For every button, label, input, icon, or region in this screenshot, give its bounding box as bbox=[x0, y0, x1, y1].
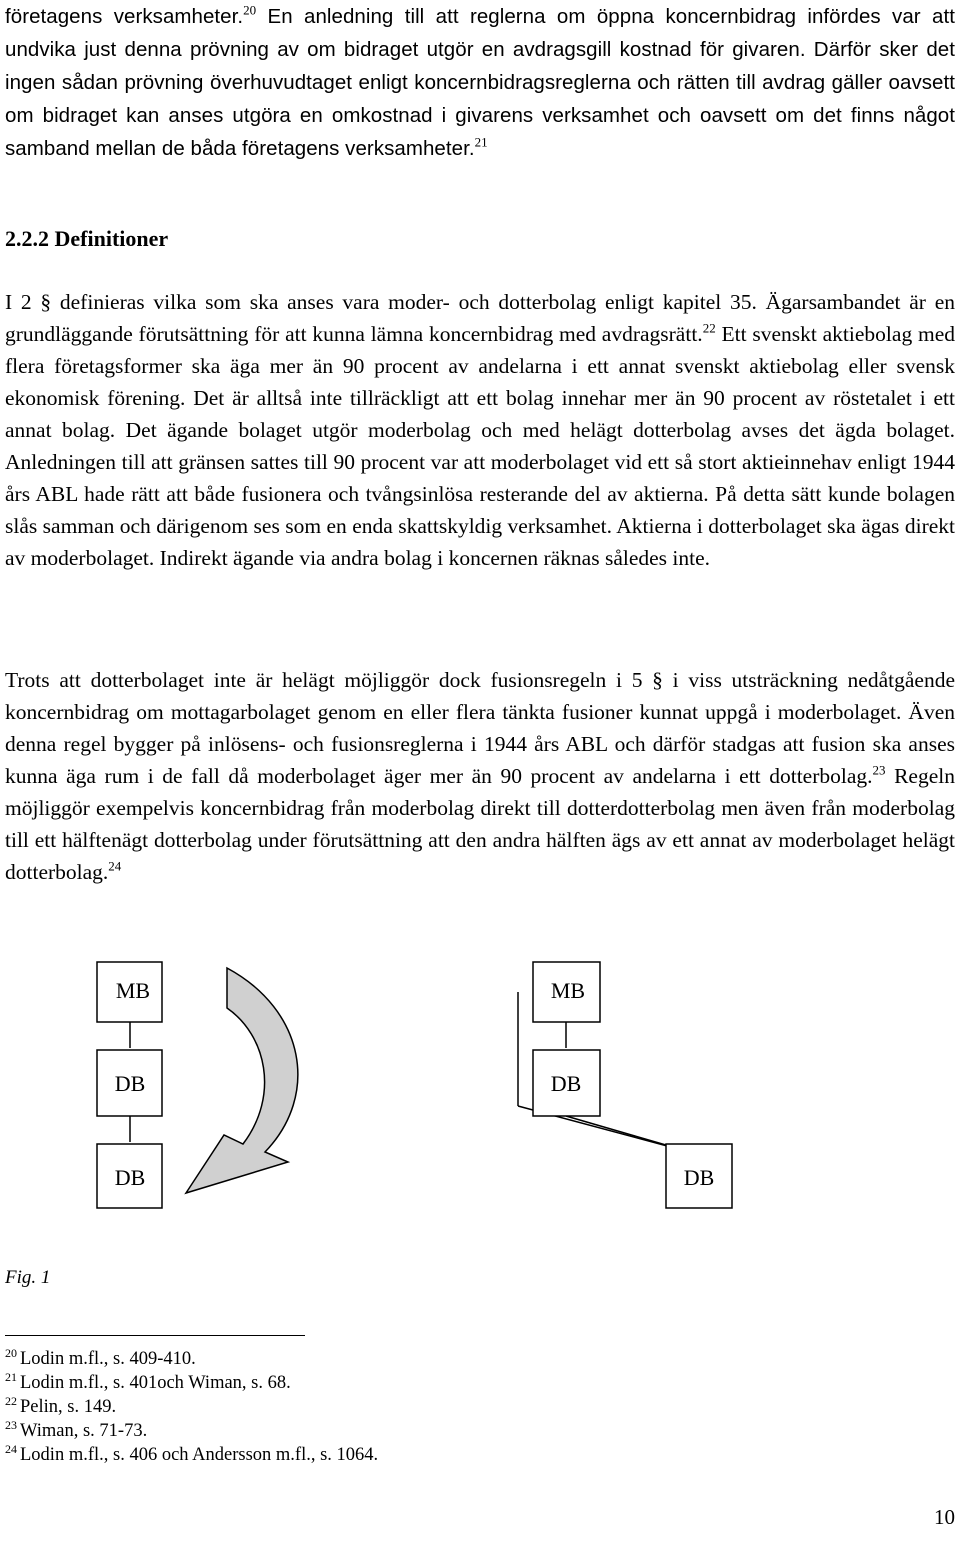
section-heading: 2.2.2 Definitioner bbox=[5, 226, 169, 251]
footnote-number: 23 bbox=[5, 1417, 17, 1432]
left-structure bbox=[97, 962, 298, 1208]
footnote-divider bbox=[5, 1335, 305, 1336]
right-structure bbox=[518, 962, 732, 1208]
footnote-item bbox=[5, 1371, 378, 1395]
footnote-ref-23: 23 bbox=[872, 762, 886, 778]
footnote-text: Lodin m.fl., s. 406 och Andersson m.fl., s. 1064. bbox=[20, 1445, 379, 1465]
footnote-ref-24: 24 bbox=[108, 858, 122, 874]
footnote-ref-21: 21 bbox=[474, 134, 488, 150]
figure-caption: Fig. 1 bbox=[5, 1267, 51, 1288]
paragraph-3 bbox=[5, 664, 955, 888]
ownership-diagram bbox=[0, 950, 960, 1250]
paragraph-2-text-a: I 2 § definieras vilka som ska anses vara moder- och dotterbolag enligt kapitel 35. Ägarsambandet är en grundläggande förutsättning för att kunna lämna koncernbidrag med avdragsrätt. bbox=[5, 290, 955, 346]
footnote-item bbox=[5, 1443, 378, 1467]
footnote-number: 22 bbox=[5, 1393, 17, 1408]
footnote-number: 20 bbox=[5, 1345, 17, 1360]
footnote-item bbox=[5, 1395, 378, 1419]
footnote-number: 24 bbox=[5, 1441, 17, 1456]
page-number: 10 bbox=[934, 1505, 955, 1529]
footnote-number: 21 bbox=[5, 1369, 17, 1384]
footnote-text: Lodin m.fl., s. 409-410. bbox=[20, 1349, 196, 1369]
right-db-label-2: DB bbox=[683, 1165, 715, 1190]
paragraph-1-text-a: företagens verksamheter. bbox=[5, 5, 244, 28]
footnote-text: Wiman, s. 71-73. bbox=[20, 1421, 148, 1441]
paragraph-1-text-b: En anledning till att reglerna om öppna koncernbidrag infördes var att undvika just denna prövning av om bidraget utgör en avdragsgill kostnad för givaren. Därför sker det ingen sådan prövning överhuvudtaget enligt koncernbidragsreglerna och rätten till avdrag gäller oavsett om bidraget kan anses utgöra en omkostnad i givarens verksamhet och oavsett om det finns något samband mellan de båda företagens verksamheter. bbox=[5, 5, 955, 160]
curved-arrow bbox=[186, 968, 298, 1193]
footnote-item bbox=[5, 1419, 378, 1443]
left-db-label-1: DB bbox=[114, 1071, 146, 1096]
paragraph-2 bbox=[5, 286, 955, 574]
paragraph-1 bbox=[5, 0, 955, 165]
left-db-label-2: DB bbox=[114, 1165, 146, 1190]
right-mb-label: MB bbox=[550, 978, 586, 1003]
footnotes-list bbox=[5, 1347, 378, 1467]
footnote-item bbox=[5, 1347, 378, 1371]
paragraph-2-text-b: Ett svenskt aktiebolag med flera företagsformer ska äga mer än 90 procent av andelarna i ett annat svenskt aktiebolag eller svensk ekonomisk förening. Det är alltså inte tillräckligt att ett bolag innehar mer än 90 procent av röstetalet i ett annat bolag. Det ägande bolaget utgör moderbolag och med helägt dotterbolag avses det ägda bolaget. Anledningen till att gränsen sattes till 90 procent var att moderbolaget vid ett så stort aktieinnehav enligt 1944 års ABL hade rätt att både fusionera och tvångsinlösa resterande del av aktierna. På detta sätt kunde bolagen slås samman och därigenom ses som en enda skattskyldig verksamhet. Aktierna i dotterbolaget ska ägas direkt av moderbolaget. Indirekt ägande via andra bolag i koncernen räknas således inte. bbox=[5, 322, 955, 570]
footnote-text: Pelin, s. 149. bbox=[20, 1397, 117, 1417]
right-db-label-1: DB bbox=[550, 1071, 582, 1096]
paragraph-3-text-a: Trots att dotterbolaget inte är helägt möjliggör dock fusionsregeln i 5 § i viss utsträckning nedåtgående koncernbidrag om mottagarbolaget genom en eller flera tänkta fusioner kunnat uppgå i moderbolaget. Även denna regel bygger på inlösens- och fusionsreglerna i 1944 års ABL och därför stadgas att fusion ska anses kunna äga rum i de fall då moderbolaget äger mer än 90 procent av andelarna i ett dotterbolag. bbox=[5, 668, 955, 788]
footnote-text: Lodin m.fl., s. 401och Wiman, s. 68. bbox=[20, 1373, 291, 1393]
footnote-ref-20: 20 bbox=[243, 2, 257, 18]
footnote-ref-22: 22 bbox=[702, 320, 716, 336]
paragraph-3-text-b: Regeln möjliggör exempelvis koncernbidrag från moderbolag direkt till dotterdotterbolag men även från moderbolag till ett hälftenägt dotterbolag under förutsättning att den andra hälften ägs av ett annat av moderbolaget helägt dotterbolag. bbox=[5, 764, 955, 884]
left-mb-label: MB bbox=[115, 978, 151, 1003]
